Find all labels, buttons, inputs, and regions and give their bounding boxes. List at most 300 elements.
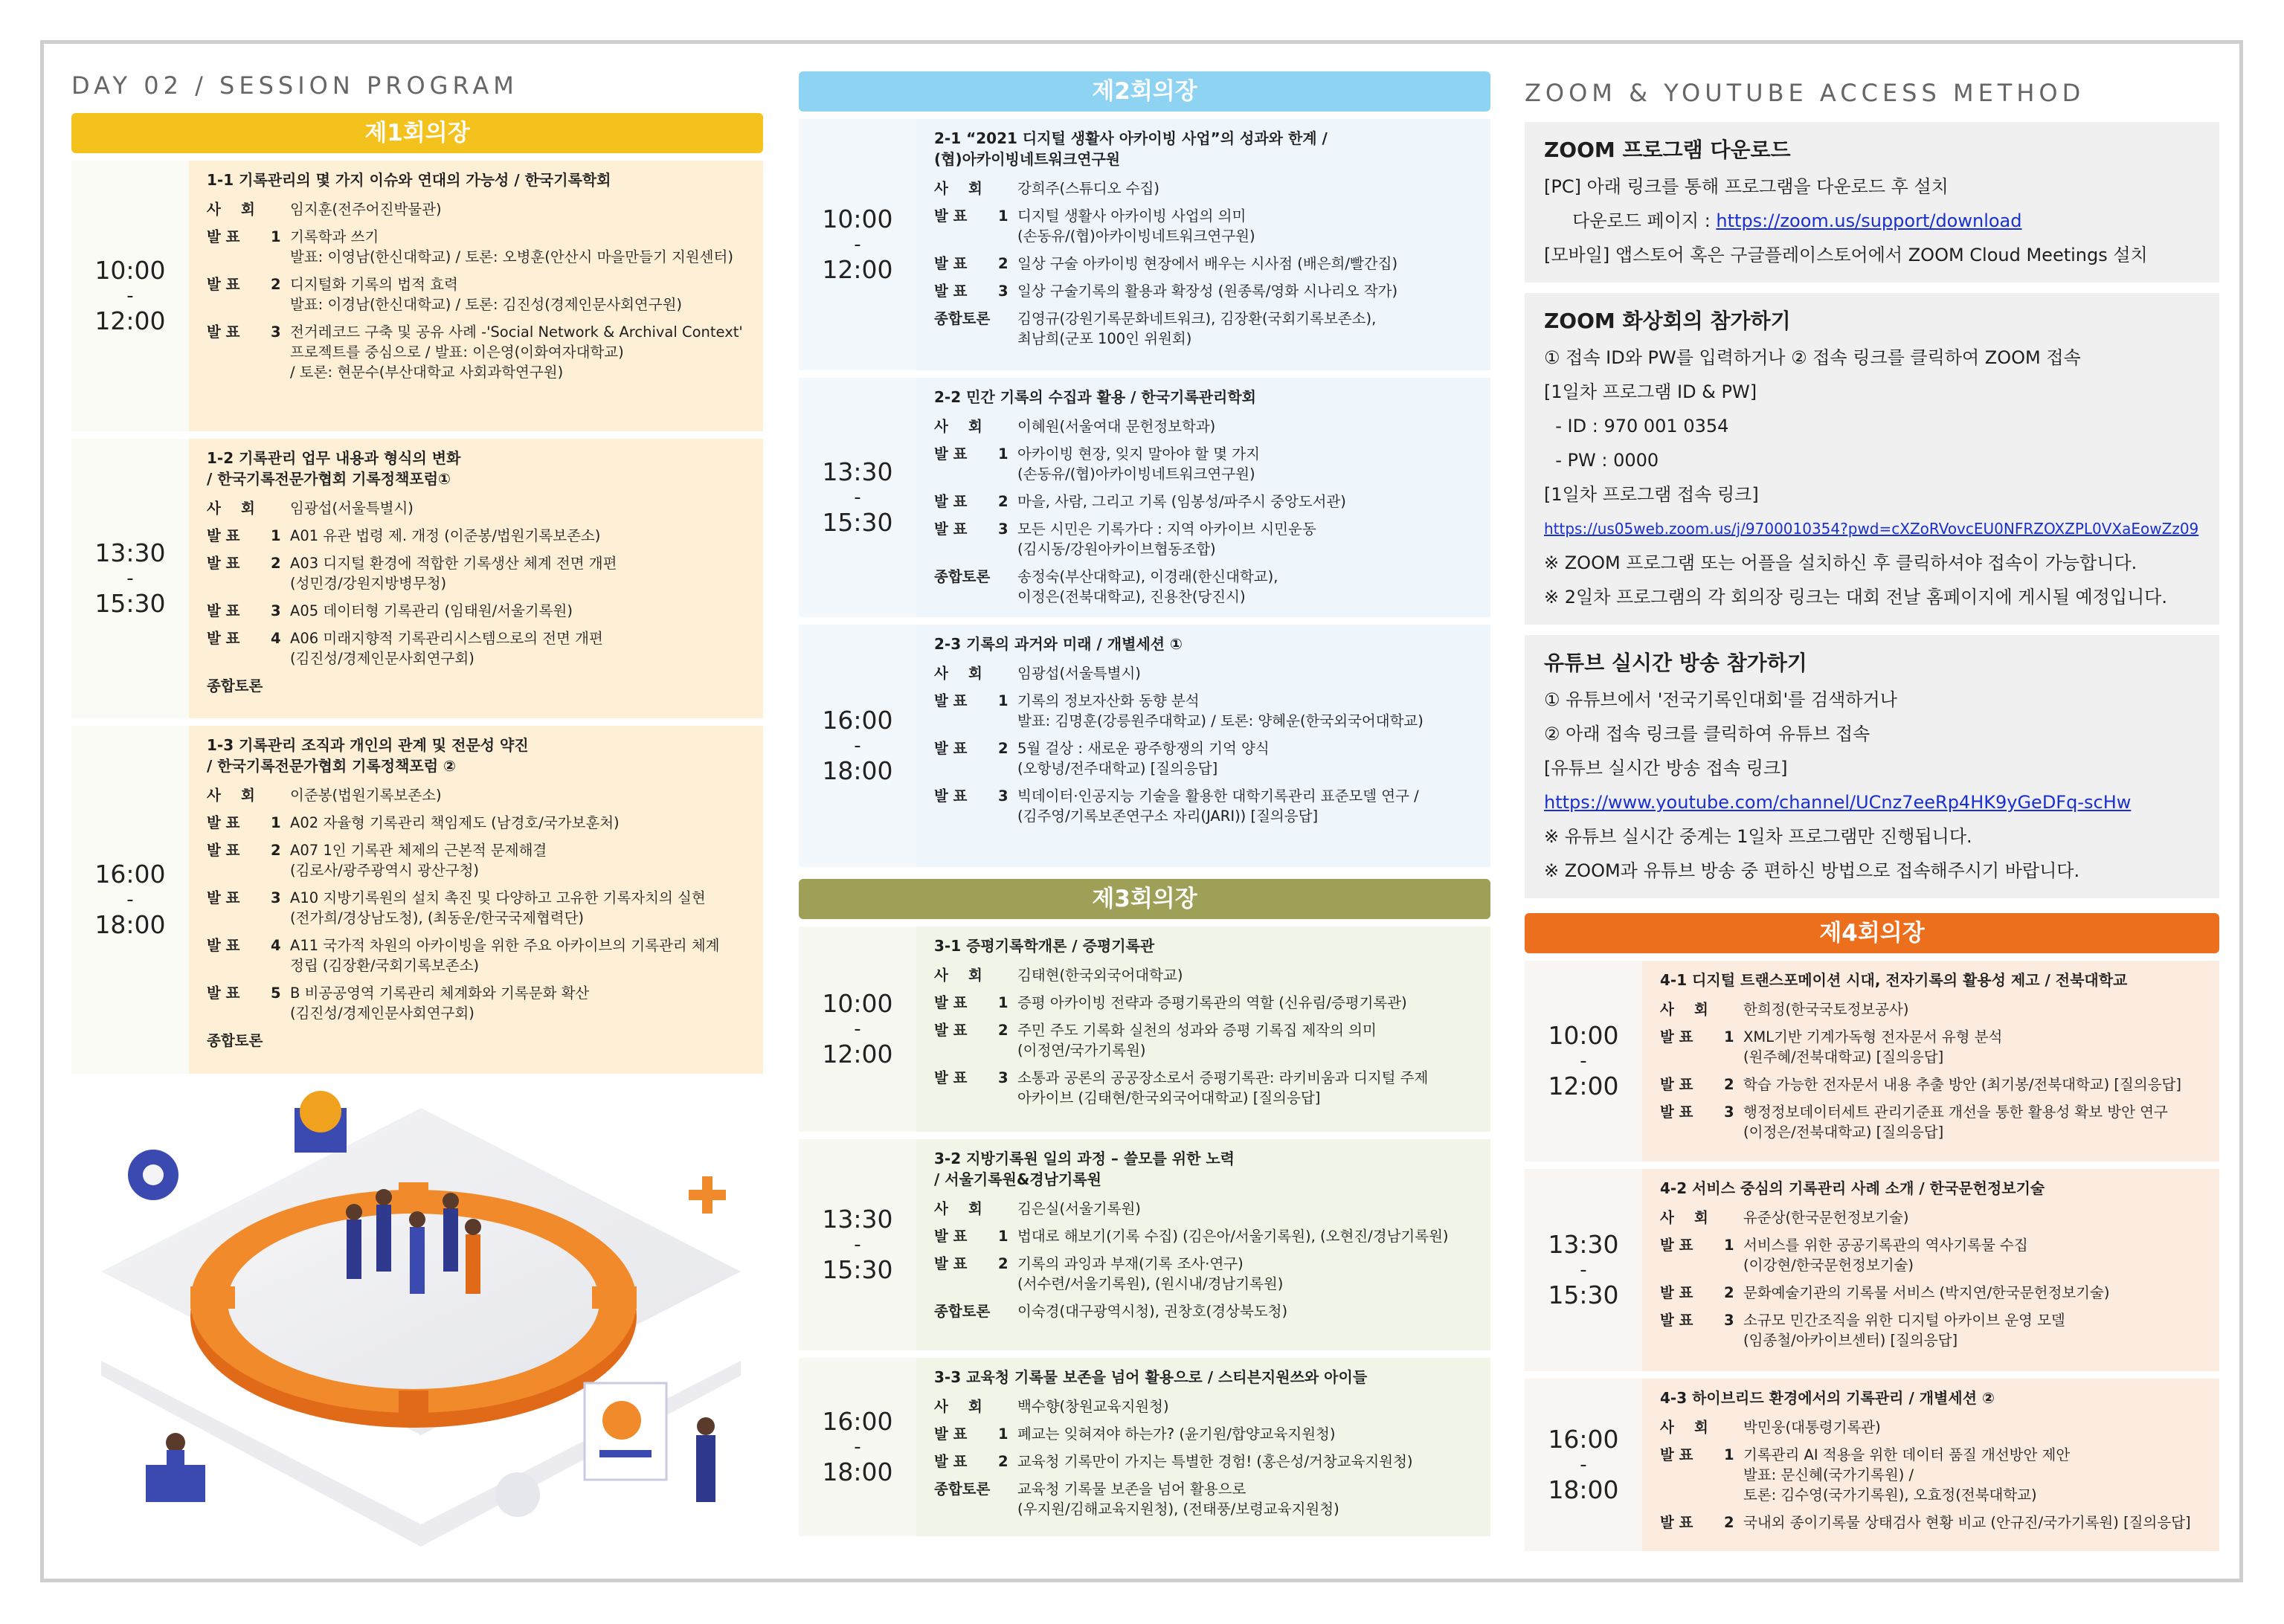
time-end: 15:30 <box>94 589 166 618</box>
row-number: 2 <box>998 1255 1009 1272</box>
zoom-download-box <box>1525 122 2219 283</box>
zoom-join-link[interactable]: https://us05web.zoom.us/j/9700010354?pwd=cXZoRVovcEU0NFRZOXZPL0VXaEowZz09 <box>1544 520 2199 538</box>
row-role: 발 표 <box>934 1425 968 1443</box>
session-time <box>799 1139 916 1350</box>
row-text: 주민 주도 기록화 실천의 성과와 증평 기록집 제작의 의미 (이정연/국가기록원) <box>1017 1022 1377 1059</box>
youtube-title: 유튜브 실시간 방송 참가하기 <box>1544 651 1807 675</box>
row-text: 법대로 해보기(기록 수집) (김은아/서울기록원), (오현진/경남기록원) <box>1017 1228 1449 1245</box>
row-text <box>290 676 747 696</box>
session-content <box>916 119 1490 370</box>
column-venue-2-3 <box>799 71 1490 1536</box>
program-row <box>1660 1445 2203 1505</box>
session-time <box>799 378 916 617</box>
time-start: 13:30 <box>94 538 166 567</box>
program-row <box>934 738 1474 779</box>
time-start: 13:30 <box>822 1205 893 1234</box>
row-role: 종합토론 <box>934 1480 991 1498</box>
program-row <box>934 178 1474 199</box>
program-row <box>1660 1102 2203 1142</box>
section-title-access: ZOOM & YOUTUBE ACCESS METHOD <box>1525 79 2085 107</box>
time-end: 18:00 <box>94 910 166 939</box>
program-row <box>207 888 747 928</box>
row-text: 임지훈(전주어진박물관) <box>290 201 442 218</box>
time-start: 10:00 <box>822 204 893 233</box>
row-number: 4 <box>271 937 281 954</box>
row-number: 3 <box>271 602 281 619</box>
program-row <box>207 676 747 696</box>
youtube-note-1: ※ 유튜브 실시간 중계는 1일차 프로그램만 진행됩니다. <box>1544 826 1972 847</box>
row-number: 2 <box>998 493 1009 510</box>
session-time <box>71 439 189 718</box>
row-text: 김태현(한국외국어대학교) <box>1017 967 1183 984</box>
program-row <box>207 840 747 880</box>
row-text: 김은실(서울기록원) <box>1017 1200 1141 1217</box>
row-role: 사 회 <box>207 201 255 218</box>
row-text: 5월 걸상 : 새로운 광주항쟁의 기억 양식 (오항녕/전주대학교) [질의응답] <box>1017 740 1270 777</box>
venue-4-header: 제4회의장 <box>1525 913 2219 953</box>
row-number <box>998 1199 1017 1219</box>
venue-1-header: 제1회의장 <box>71 113 763 153</box>
row-number: 2 <box>1724 1284 1734 1301</box>
session-content <box>916 625 1490 867</box>
pie-chart-icon <box>295 1091 347 1153</box>
row-number: 1 <box>1724 1446 1734 1463</box>
time-dash: - <box>126 567 134 590</box>
row-role: 종합토론 <box>207 677 263 695</box>
row-role: 발 표 <box>934 1228 968 1245</box>
youtube-link[interactable]: https://www.youtube.com/channel/UCnz7eeRp4HK9yGeDFq-scHw <box>1544 792 2132 813</box>
row-text: 강희주(스튜디오 수집) <box>1017 180 1159 197</box>
row-role: 사 회 <box>934 180 982 197</box>
row-text: 유준상(한국문헌정보기술) <box>1743 1209 1909 1226</box>
time-end: 12:00 <box>822 255 893 284</box>
venue-1-sessions <box>71 161 763 1074</box>
woman-with-laptop-icon <box>146 1433 205 1502</box>
row-role: 종합토론 <box>934 310 991 327</box>
zoom-download-title: ZOOM 프로그램 다운로드 <box>1544 138 1791 162</box>
session-title: 4-2 서비스 중심의 기록관리 사례 소개 / 한국문헌정보기술 <box>1660 1179 2045 1197</box>
session-time <box>1525 1379 1642 1551</box>
time-end: 15:30 <box>1548 1280 1619 1309</box>
time-end: 18:00 <box>822 1457 893 1486</box>
row-role: 발 표 <box>1660 1446 1693 1463</box>
session-time <box>1525 961 1642 1161</box>
program-row <box>934 281 1474 301</box>
row-role: 사 회 <box>934 665 982 682</box>
session-content <box>916 927 1490 1132</box>
row-number: 2 <box>271 842 281 859</box>
row-text: 소통과 공론의 공공장소로서 증평기록관: 라키비움과 디지털 주제 아카이브 (김태현/한국외국어대학교) [질의응답] <box>1017 1069 1429 1106</box>
time-dash: - <box>1580 1454 1587 1476</box>
program-row <box>934 206 1474 246</box>
row-role: 발 표 <box>207 228 240 245</box>
session-content <box>189 726 763 1074</box>
row-text: 국내외 종이기록물 상태검사 현황 비교 (안규진/국가기록원) [질의응답] <box>1743 1514 2191 1531</box>
session-block <box>71 726 763 1074</box>
row-number: 3 <box>998 1069 1009 1086</box>
session-title: 2-2 민간 기록의 수집과 활용 / 한국기록관리학회 <box>934 388 1256 406</box>
session-title: 3-3 교육청 기록물 보존을 넘어 활용으로 / 스티븐지원쓰와 아이들 <box>934 1368 1368 1386</box>
row-text: 서비스를 위한 공공기록관의 역사기록물 수집 (이강현/한국문헌정보기술) <box>1743 1237 2028 1274</box>
row-role: 발 표 <box>934 1453 968 1470</box>
zoom-download-link[interactable]: https://zoom.us/support/download <box>1716 210 2022 231</box>
row-text: 모든 시민은 기록가다 : 지역 아카이브 시민운동 (김시동/강원아카이브협동조합) <box>1017 521 1316 558</box>
program-row <box>207 935 747 976</box>
session-title: 4-1 디지털 트랜스포메이션 시대, 전자기록의 활용성 제고 / 전북대학교 <box>1660 971 2128 989</box>
program-row <box>1660 1235 2203 1275</box>
program-row <box>934 519 1474 559</box>
row-text: 행정정보데이터세트 관리기준표 개선을 통한 활용성 확보 방안 연구 (이정은/전북대학교) [질의응답] <box>1743 1103 2168 1141</box>
row-role: 발 표 <box>1660 1237 1693 1254</box>
row-role: 발 표 <box>207 527 240 544</box>
session-time <box>1525 1169 1642 1371</box>
session-block <box>799 625 1490 867</box>
row-text: 이준봉(법원기록보존소) <box>290 787 442 804</box>
row-number: 1 <box>998 1425 1009 1443</box>
youtube-step-1: ① 유튜브에서 '전국기록인대회'를 검색하거나 <box>1544 689 1897 710</box>
session-title: 1-1 기록관리의 몇 가지 이슈와 연대의 가능성 / 한국기록학회 <box>207 171 611 189</box>
row-number: 2 <box>998 740 1009 757</box>
row-number <box>998 567 1017 607</box>
program-row <box>207 628 747 668</box>
row-text: 송정숙(부산대학교), 이경래(한신대학교), 이정은(전북대학교), 진용찬(당진시) <box>1017 568 1278 605</box>
row-number <box>271 199 290 219</box>
program-row <box>207 274 747 315</box>
time-start: 16:00 <box>822 1407 893 1436</box>
row-number: 3 <box>1724 1312 1734 1329</box>
program-row <box>207 813 747 833</box>
zoom-download-page-label: 다운로드 페이지 : <box>1544 210 1717 231</box>
program-row <box>207 322 747 382</box>
program-row <box>934 786 1474 826</box>
program-row <box>934 1254 1474 1294</box>
venue-2-sessions <box>799 119 1490 867</box>
program-row <box>207 498 747 518</box>
row-text: 학습 가능한 전자문서 내용 추출 방안 (최기봉/전북대학교) [질의응답] <box>1743 1076 2181 1093</box>
row-number <box>271 785 290 805</box>
row-number: 1 <box>1724 1237 1734 1254</box>
row-text: 마을, 사람, 그리고 기록 (임봉성/파주시 중앙도서관) <box>1017 493 1346 510</box>
row-number: 1 <box>998 207 1009 225</box>
plus-icon <box>689 1176 726 1214</box>
row-text: 아카이빙 현장, 잊지 말아야 할 몇 가지 (손동유/(협)아카이빙네트워크연구원) <box>1017 445 1260 483</box>
row-number <box>998 309 1017 349</box>
session-block <box>1525 1379 2219 1551</box>
row-number: 2 <box>271 555 281 572</box>
session-time <box>799 927 916 1132</box>
row-role: 발 표 <box>207 889 240 906</box>
session-block <box>1525 961 2219 1161</box>
program-row <box>207 1031 747 1051</box>
time-dash: - <box>1580 1259 1587 1281</box>
program-row <box>934 1451 1474 1472</box>
zoom-download-pc: [PC] 아래 링크를 통해 프로그램을 다운로드 후 설치 <box>1544 176 1949 197</box>
program-row <box>1660 999 2203 1019</box>
session-block <box>71 439 763 718</box>
program-row <box>934 567 1474 607</box>
time-start: 13:30 <box>822 457 893 486</box>
row-text: 임광섭(서울특별시) <box>290 500 414 517</box>
zoom-link-label: [1일차 프로그램 접속 링크] <box>1544 484 1759 505</box>
program-row <box>934 1068 1474 1108</box>
row-role: 종합토론 <box>207 1032 263 1049</box>
session-block <box>799 1139 1490 1350</box>
row-number: 3 <box>1724 1103 1734 1121</box>
time-start: 13:30 <box>1548 1230 1619 1259</box>
row-role: 사 회 <box>1660 1419 1708 1436</box>
program-row <box>1660 1310 2203 1350</box>
youtube-step-2: ② 아래 접속 링크를 클릭하여 유튜브 접속 <box>1544 724 1870 744</box>
program-row <box>1660 1512 2203 1533</box>
row-role: 사 회 <box>934 1398 982 1415</box>
row-role: 사 회 <box>934 1200 982 1217</box>
row-role: 발 표 <box>207 602 240 619</box>
time-dash: - <box>854 233 861 256</box>
dashboard-panel-icon <box>585 1383 666 1480</box>
row-role: 발 표 <box>934 994 968 1011</box>
row-number <box>271 676 290 696</box>
time-dash: - <box>1580 1050 1587 1072</box>
column-venue-1 <box>71 67 763 1074</box>
zoom-note-1: ※ ZOOM 프로그램 또는 어플을 설치하신 후 클릭하셔야 접속이 가능합니다. <box>1544 552 2137 573</box>
time-end: 12:00 <box>1548 1072 1619 1101</box>
zoom-download-page-row <box>1544 204 2200 238</box>
program-row <box>207 983 747 1023</box>
program-row <box>934 691 1474 731</box>
section-title-program: DAY 02 / SESSION PROGRAM <box>71 71 518 100</box>
row-role: 사 회 <box>934 967 982 984</box>
row-text: 기록관리 AI 적용을 위한 데이터 품질 개선방안 제안 발표: 문신혜(국가기록원) / 토론: 김수영(국가기록원), 오효정(전북대학교) <box>1743 1446 2071 1504</box>
row-text: 전거레코드 구축 및 공유 사례 -'Social Network & Archival Context' 프로젝트를 중심으로 / 발표: 이은영(이화여자대학교) / 토론: 현문수(부산대학교 사회과학연구원) <box>290 323 743 381</box>
row-text: 문화예술기관의 기록물 서비스 (박지연/한국문헌정보기술) <box>1743 1284 2110 1301</box>
row-text: 디지털 생활사 아카이빙 사업의 의미 (손동유/(협)아카이빙네트워크연구원) <box>1017 207 1255 245</box>
program-row <box>207 199 747 219</box>
row-number: 1 <box>271 228 281 245</box>
row-role: 발 표 <box>934 1255 968 1272</box>
session-title: 4-3 하이브리드 환경에서의 기록관리 / 개별세션 ② <box>1660 1389 1995 1407</box>
row-number: 1 <box>998 1228 1009 1245</box>
row-text: XML기반 기계가독형 전자문서 유형 분석 (원주혜/전북대학교) [질의응답] <box>1743 1028 2003 1066</box>
program-row <box>207 785 747 805</box>
venue-3-header: 제3회의장 <box>799 879 1490 919</box>
program-row <box>934 993 1474 1013</box>
row-role: 발 표 <box>207 842 240 859</box>
time-start: 16:00 <box>822 706 893 735</box>
row-role: 발 표 <box>207 814 240 831</box>
session-content <box>189 439 763 718</box>
row-number: 5 <box>271 985 281 1002</box>
row-number: 1 <box>271 814 281 831</box>
row-role: 사 회 <box>207 500 255 517</box>
row-number: 3 <box>271 323 281 341</box>
session-title: 1-3 기록관리 조직과 개인의 관계 및 전문성 약진 / 한국기록전문가협회 기록정책포럼 ② <box>207 736 529 775</box>
row-number <box>998 416 1017 436</box>
row-number: 1 <box>1724 1028 1734 1045</box>
time-end: 15:30 <box>822 1255 893 1284</box>
program-row <box>934 309 1474 349</box>
row-number: 2 <box>1724 1514 1734 1531</box>
row-text: 기록의 정보자산화 동향 분석 발표: 김명훈(강릉원주대학교) / 토론: 양혜운(한국외국어대학교) <box>1017 692 1424 729</box>
row-role: 종합토론 <box>934 568 991 585</box>
program-row <box>934 663 1474 683</box>
program-row <box>934 1199 1474 1219</box>
program-row <box>1660 1283 2203 1303</box>
row-role: 발 표 <box>934 692 968 709</box>
venue-3-sessions <box>799 927 1490 1536</box>
program-row <box>207 601 747 621</box>
row-number: 2 <box>1724 1076 1734 1093</box>
time-start: 10:00 <box>94 256 166 285</box>
row-role: 발 표 <box>934 493 968 510</box>
program-row <box>934 444 1474 484</box>
session-content <box>916 1358 1490 1536</box>
time-end: 15:30 <box>822 508 893 537</box>
row-text: 디지털화 기록의 법적 효력 발표: 이경남(한신대학교) / 토론: 김진성(경제인문사회연구원) <box>290 276 683 313</box>
session-title: 2-1 “2021 디지털 생활사 아카이빙 사업”의 성과와 한계 / (협)아카이빙네트워크연구원 <box>934 129 1328 168</box>
row-number <box>998 178 1017 199</box>
row-role: 발 표 <box>1660 1028 1693 1045</box>
program-row <box>1660 1208 2203 1228</box>
session-block <box>71 161 763 431</box>
row-number: 1 <box>998 994 1009 1011</box>
row-text: 빅데이터·인공지능 기술을 활용한 대학기록관리 표준모델 연구 / (김주영/기록보존연구소 자리(JARI)) [질의응답] <box>1017 787 1419 825</box>
row-number: 3 <box>998 787 1009 805</box>
session-block <box>799 378 1490 617</box>
row-text: A02 자율형 기록관리 책임제도 (남경호/국가보훈처) <box>290 814 620 831</box>
row-role: 사 회 <box>1660 1001 1708 1018</box>
row-role: 발 표 <box>1660 1284 1693 1301</box>
session-title: 1-2 기록관리 업무 내용과 형식의 변화 / 한국기록전문가협회 기록정책포럼① <box>207 449 461 488</box>
program-row <box>1660 1417 2203 1437</box>
session-block <box>799 927 1490 1132</box>
row-number <box>271 498 290 518</box>
row-text: 박민웅(대통령기록관) <box>1743 1419 1881 1436</box>
row-number <box>271 1031 290 1051</box>
zoom-id-pw-label: [1일차 프로그램 ID & PW] <box>1544 381 1757 402</box>
session-content <box>916 1139 1490 1350</box>
time-dash: - <box>854 486 861 509</box>
session-time <box>71 726 189 1074</box>
session-time <box>799 625 916 867</box>
time-end: 12:00 <box>822 1040 893 1069</box>
venue-4-sessions <box>1525 961 2219 1551</box>
youtube-note-2: ※ ZOOM과 유튜브 방송 중 편하신 방법으로 접속해주시기 바랍니다. <box>1544 860 2080 881</box>
row-text: 임광섭(서울특별시) <box>1017 665 1141 682</box>
time-dash: - <box>126 285 134 307</box>
row-text: 김영규(강원기록문화네트워크), 김장환(국회기록보존소), 최남희(군포 100인 위원회) <box>1017 310 1377 347</box>
row-text: 소규모 민간조직을 위한 디지털 아카이브 운영 모델 (임종철/아카이브센터) [질의응답] <box>1743 1312 2065 1349</box>
row-text <box>290 1031 747 1051</box>
row-role: 발 표 <box>207 323 240 341</box>
row-role: 발 표 <box>1660 1312 1693 1329</box>
session-title: 2-3 기록의 과거와 미래 / 개별세션 ① <box>934 635 1183 653</box>
row-number: 2 <box>998 255 1009 272</box>
row-number: 3 <box>271 889 281 906</box>
session-title: 3-1 증평기록학개론 / 증평기록관 <box>934 937 1155 955</box>
program-row <box>934 1396 1474 1417</box>
row-text: B 비공공영역 기록관리 체계화와 기록문화 확산 (김진성/경제인문사회연구회) <box>290 985 590 1022</box>
row-role: 발 표 <box>207 630 240 647</box>
row-role: 종합토론 <box>934 1303 991 1320</box>
row-role: 발 표 <box>207 555 240 572</box>
session-block <box>799 1358 1490 1536</box>
row-number: 1 <box>998 445 1009 463</box>
row-role: 발 표 <box>207 985 240 1002</box>
row-text: A10 지방기록원의 설치 촉진 및 다양하고 고유한 기록자치의 실현 (전가희/경상남도청), (최동운/한국국제협력단) <box>290 889 706 927</box>
row-number: 4 <box>271 630 281 647</box>
session-time <box>799 1358 916 1536</box>
program-row <box>934 1424 1474 1444</box>
row-text: 이숙경(대구광역시청), 권창호(경상북도청) <box>1017 1303 1288 1320</box>
row-number: 2 <box>271 276 281 293</box>
row-role: 발 표 <box>1660 1103 1693 1121</box>
row-number <box>1724 1208 1743 1228</box>
row-role: 발 표 <box>934 521 968 538</box>
program-row <box>1660 1074 2203 1095</box>
time-dash: - <box>854 735 861 757</box>
row-role: 발 표 <box>1660 1076 1693 1093</box>
time-end: 18:00 <box>822 756 893 785</box>
zoom-note-2: ※ 2일차 프로그램의 각 회의장 링크는 대회 전날 홈페이지에 게시될 예정입니다. <box>1544 587 2167 608</box>
row-role: 발 표 <box>934 1022 968 1039</box>
row-role: 발 표 <box>1660 1514 1693 1531</box>
time-end: 12:00 <box>94 306 166 335</box>
venue-2-header: 제2회의장 <box>799 71 1490 112</box>
program-row <box>934 1479 1474 1519</box>
zoom-join-title: ZOOM 화상회의 참가하기 <box>1544 309 1791 333</box>
row-role: 발 표 <box>934 283 968 300</box>
time-dash: - <box>854 1436 861 1458</box>
time-start: 10:00 <box>822 989 893 1018</box>
program-row <box>207 553 747 593</box>
row-number <box>998 1396 1017 1417</box>
time-end: 18:00 <box>1548 1475 1619 1504</box>
row-text: 일상 구술 아카이빙 현장에서 배우는 시사점 (배은희/빨간집) <box>1017 255 1398 272</box>
row-role: 발 표 <box>207 937 240 954</box>
zoom-join-box <box>1525 293 2219 625</box>
row-number: 2 <box>998 1022 1009 1039</box>
row-role: 발 표 <box>207 276 240 293</box>
youtube-link-label: [유튜브 실시간 방송 접속 링크] <box>1544 758 1788 779</box>
time-start: 16:00 <box>94 860 166 889</box>
row-number <box>998 1301 1017 1321</box>
program-row <box>934 492 1474 512</box>
session-title: 3-2 지방기록원 일의 과정 – 쓸모를 위한 노력 / 서울기록원&경남기록원 <box>934 1150 1235 1188</box>
row-text: 증평 아카이빙 전략과 증평기록관의 역할 (신유림/증평기록관) <box>1017 994 1407 1011</box>
session-block <box>1525 1169 2219 1371</box>
row-text: 기록학과 쓰기 발표: 이영남(한신대학교) / 토론: 오병훈(안산시 마을만들기 지원센터) <box>290 228 733 265</box>
time-dash: - <box>854 1234 861 1256</box>
program-row <box>934 1020 1474 1060</box>
row-text: 폐교는 잊혀져야 하는가? (윤기원/합양교육지원청) <box>1017 1425 1336 1443</box>
row-text: 이혜원(서울여대 문헌정보학과) <box>1017 418 1216 435</box>
row-text: A05 데이터형 기록관리 (임태원/서울기록원) <box>290 602 573 619</box>
row-role: 사 회 <box>1660 1209 1708 1226</box>
row-role: 발 표 <box>934 740 968 757</box>
row-number: 2 <box>998 1453 1009 1470</box>
man-standing-icon <box>696 1417 715 1502</box>
row-number: 3 <box>998 283 1009 300</box>
session-content <box>1642 961 2219 1161</box>
row-number: 1 <box>998 692 1009 709</box>
program-row <box>934 1226 1474 1246</box>
row-number <box>998 663 1017 683</box>
program-row <box>934 1301 1474 1321</box>
time-dash: - <box>126 889 134 911</box>
column-access-venue-4 <box>1525 74 2219 1551</box>
program-row <box>207 526 747 546</box>
row-number <box>998 1479 1017 1519</box>
